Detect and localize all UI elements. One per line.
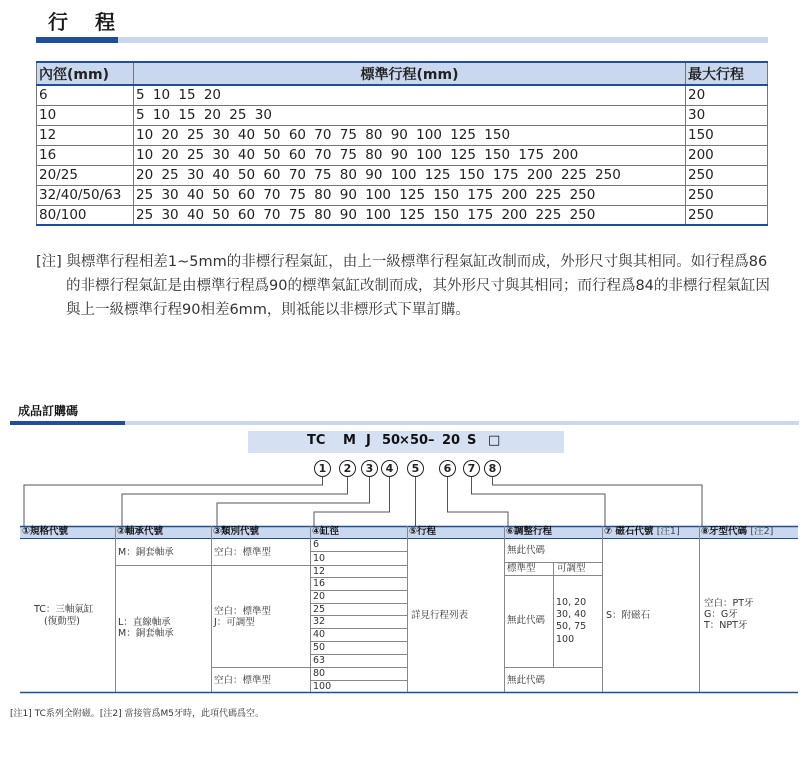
spec-value-sub: (復動型) xyxy=(44,616,80,627)
col-header-thread: ⑧牙型代碼 [注2] xyxy=(701,526,774,537)
circle-5-glyph: ⑤ xyxy=(409,526,418,537)
stroke-cell: 25 30 40 50 60 70 75 80 90 100 125 150 175 200 225 250 xyxy=(134,185,686,205)
circle-number-3: 3 xyxy=(361,460,378,477)
stroke-cell: 25 30 40 50 60 70 75 80 90 100 125 150 175 200 225 250 xyxy=(134,205,686,225)
connector-8 xyxy=(493,477,703,526)
code-adjust: 20 xyxy=(442,433,461,448)
bore-cell: 16 xyxy=(37,145,134,165)
stroke-value: 詳見行程列表 xyxy=(411,610,469,621)
circle-3-glyph: ③ xyxy=(213,526,222,537)
adjust-none: 無此代碼 xyxy=(507,545,546,556)
bearing-value: L：直線軸承 xyxy=(118,617,171,628)
order-footnote: [注1] TC系列全附磁。[注2] 當接管爲M5牙時，此項代碼爲空。 xyxy=(10,709,264,719)
max-cell: 30 xyxy=(686,105,768,125)
max-cell: 250 xyxy=(686,185,768,205)
stroke-note-text: [注] 與標準行程相差1~5mm的非標行程氣缸，由上一級標準行程氣缸改制而成，外形尺寸與其相同。如行程爲86的非標行程氣缸是由標準行程爲90的標準氣缸改制而成，其外形尺寸與其相同；而行程爲84的非標行程氣缸因與上一級標準行程90相差6mm，則祗能以非標形式下單訂購。 xyxy=(36,254,770,318)
stroke-cell: 20 25 30 40 50 60 70 75 80 90 100 125 150 175 200 225 250 xyxy=(134,165,686,185)
bore-size: 100 xyxy=(313,681,332,692)
adjust-standard-label: 標準型 xyxy=(507,563,536,574)
code-stroke: 50 xyxy=(410,433,429,448)
bearing-value: M：銅套軸承 xyxy=(118,628,174,639)
type-value: 空白：標準型 xyxy=(214,675,272,686)
col-header-bore: ④缸徑 xyxy=(312,526,340,537)
bore-size: 10 xyxy=(313,553,326,564)
col-header-stroke: ⑤行程 xyxy=(409,526,437,537)
code-thread: □ xyxy=(488,433,501,448)
circle-number-4: 4 xyxy=(381,460,398,477)
stroke-cell: 5 10 15 20 25 30 xyxy=(134,105,686,125)
circle-4-glyph: ④ xyxy=(312,526,321,537)
code-times: × xyxy=(399,433,410,448)
circle-7-glyph: ⑦ xyxy=(604,526,613,537)
type-value: 空白：標準型 xyxy=(214,606,272,617)
header-standard-stroke: 標準行程(mm) xyxy=(134,62,686,85)
order-section-title: 成品訂購碼 xyxy=(18,404,79,418)
bore-cell: 20/25 xyxy=(37,165,134,185)
bore-size: 16 xyxy=(313,578,326,589)
circle-number-2: 2 xyxy=(339,460,356,477)
header-bore: 內徑(mm) xyxy=(37,62,134,85)
bore-size: 40 xyxy=(313,629,326,640)
code-magnet: S xyxy=(467,433,477,448)
connector-4 xyxy=(314,477,390,526)
circle-number-7: 7 xyxy=(463,460,480,477)
circle-8-glyph: ⑧ xyxy=(701,526,710,537)
adjust-adjustable-label: 可調型 xyxy=(557,563,586,574)
bore-cell: 80/100 xyxy=(37,205,134,225)
max-cell: 20 xyxy=(686,85,768,105)
stroke-cell: 10 20 25 30 40 50 60 70 75 80 90 100 125 150 xyxy=(134,125,686,145)
col-header-bearing: ②軸承代號 xyxy=(117,526,164,537)
circle-number-5: 5 xyxy=(407,460,424,477)
header-max-stroke: 最大行程 xyxy=(686,62,768,85)
magnet-value: S：附磁石 xyxy=(606,610,651,621)
bore-size: 25 xyxy=(313,604,326,615)
bearing-value: M：銅套軸承 xyxy=(118,547,174,558)
bore-size: 6 xyxy=(313,539,320,550)
circle-6-glyph: ⑥ xyxy=(506,526,515,537)
bore-size: 32 xyxy=(313,616,326,627)
circle-number-1: 1 xyxy=(314,460,331,477)
bore-cell: 12 xyxy=(37,125,134,145)
bore-size: 12 xyxy=(313,566,326,577)
col-header-type: ③類別代號 xyxy=(213,526,260,537)
stroke-section-title: 行 程 xyxy=(48,10,125,34)
code-series: TC xyxy=(307,433,326,448)
thread-value: T：NPT牙 xyxy=(704,620,748,631)
bore-size: 63 xyxy=(313,655,326,666)
stroke-cell: 5 10 15 20 xyxy=(134,85,686,105)
col-header-spec: ①規格代號 xyxy=(22,526,69,537)
type-value: 空白：標準型 xyxy=(214,547,272,558)
stroke-cell: 10 20 25 30 40 50 60 70 75 80 90 100 125 150 175 200 xyxy=(134,145,686,165)
thread-value: 空白：PT牙 xyxy=(704,598,754,609)
type-value: J：可調型 xyxy=(214,617,255,628)
adjust-none: 無此代碼 xyxy=(507,675,546,686)
col-header-magnet: ⑦ 磁石代號 [注1] xyxy=(604,526,680,537)
connector-6 xyxy=(448,477,509,526)
circle-2-glyph: ② xyxy=(117,526,126,537)
bore-size: 20 xyxy=(313,591,326,602)
max-cell: 250 xyxy=(686,205,768,225)
adjust-value: 100 xyxy=(556,634,575,645)
connector-3 xyxy=(217,477,370,526)
bore-cell: 6 xyxy=(37,85,134,105)
connector-1 xyxy=(24,477,323,526)
bore-size: 50 xyxy=(313,642,326,653)
adjust-value: 30, 40 xyxy=(556,609,587,620)
thread-value: G：G牙 xyxy=(704,609,738,620)
circle-1-glyph: ① xyxy=(22,526,31,537)
max-cell: 150 xyxy=(686,125,768,145)
code-bore: 50 xyxy=(382,433,401,448)
code-bearing: M xyxy=(343,433,356,448)
code-type: J xyxy=(366,433,371,448)
bore-cell: 32/40/50/63 xyxy=(37,185,134,205)
adjust-none: 無此代碼 xyxy=(507,615,546,626)
spec-value: TC：三軸氣缸 xyxy=(34,604,94,615)
adjust-value: 50, 75 xyxy=(556,621,587,632)
circle-number-6: 6 xyxy=(439,460,456,477)
max-cell: 200 xyxy=(686,145,768,165)
circle-number-8: 8 xyxy=(484,460,501,477)
connector-7 xyxy=(472,477,606,526)
bore-size: 80 xyxy=(313,668,326,679)
bore-cell: 10 xyxy=(37,105,134,125)
adjust-value: 10, 20 xyxy=(556,597,587,608)
code-dash: – xyxy=(428,433,435,448)
col-header-adjust: ⑥調整行程 xyxy=(506,526,553,537)
max-cell: 250 xyxy=(686,165,768,185)
